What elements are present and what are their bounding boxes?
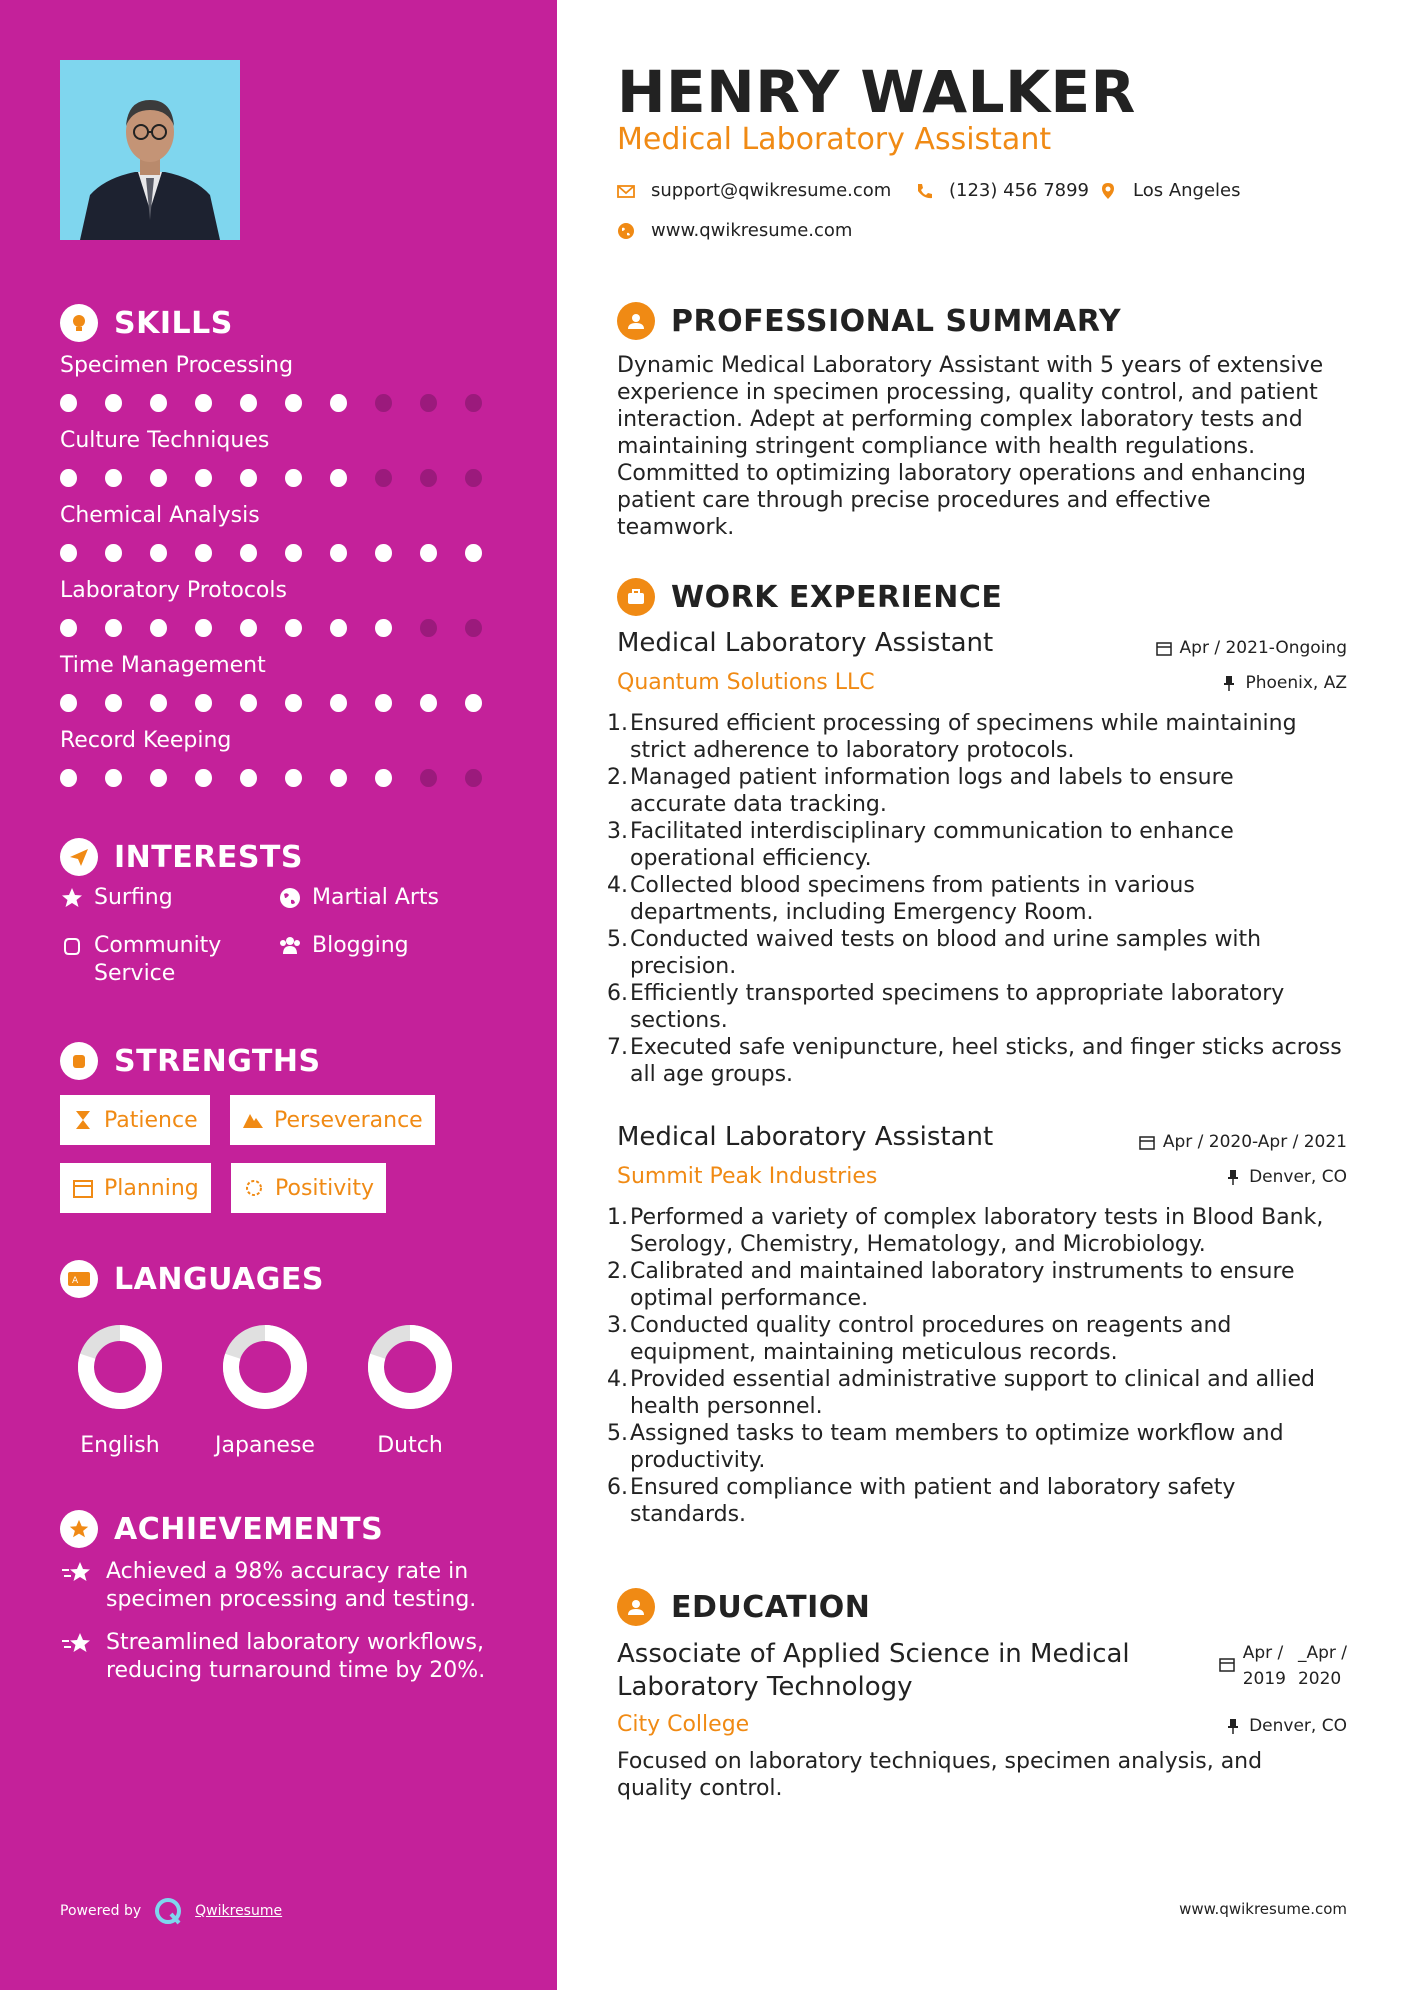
- skill-rating: [60, 694, 510, 712]
- experience-title: WORK EXPERIENCE: [671, 579, 1003, 615]
- svg-text:A: A: [72, 1276, 79, 1286]
- powered-by: [60, 1896, 282, 1926]
- skill-dot-filled: [195, 769, 212, 787]
- skill-dot-filled: [285, 694, 302, 712]
- education-title: EDUCATION: [671, 1589, 871, 1625]
- language-name: Japanese: [215, 1433, 315, 1458]
- skill-dot-filled: [195, 469, 212, 487]
- strength-badge: Perseverance: [230, 1095, 435, 1145]
- sidebar: [0, 0, 557, 1990]
- skill-dot-filled: [150, 619, 167, 637]
- skill-item: [60, 353, 510, 412]
- skill-dot-filled: [60, 694, 77, 712]
- skill-dot-filled: [240, 619, 257, 637]
- interest-item: [60, 884, 173, 912]
- interests-header: [60, 838, 303, 876]
- skill-item: [60, 728, 510, 787]
- skill-dot-empty: [465, 469, 482, 487]
- skill-dot-filled: [285, 769, 302, 787]
- calendar-icon: [72, 1177, 94, 1199]
- hourglass-icon: [72, 1109, 94, 1131]
- interest-label: Martial Arts: [312, 885, 440, 910]
- job-bullet-line: 6. Ensured compliance with patient and laboratory safety: [607, 1475, 1236, 1500]
- skill-dot-filled: [240, 694, 257, 712]
- skill-item: [60, 503, 510, 562]
- education-header: [617, 1588, 870, 1626]
- strengths-title: STRENGTHS: [114, 1043, 321, 1079]
- skill-dot-empty: [375, 394, 392, 412]
- job-bullet-line: 5. Assigned tasks to team members to optimize workflow and: [607, 1421, 1284, 1446]
- job-bullet-line: optimal performance.: [630, 1286, 869, 1311]
- skill-dot-filled: [150, 394, 167, 412]
- job-bullet-line: 6. Efficiently transported specimens to appropriate laboratory: [607, 981, 1285, 1006]
- skill-dot-filled: [60, 394, 77, 412]
- skill-dot-empty: [375, 469, 392, 487]
- skill-name: Time Management: [60, 653, 266, 678]
- skills-title: SKILLS: [114, 305, 233, 341]
- experience-header: [617, 578, 1002, 616]
- skill-dot-filled: [330, 469, 347, 487]
- skill-rating: [60, 619, 510, 637]
- skill-dot-filled: [330, 544, 347, 562]
- job-bullet-line: Serology, Chemistry, Hematology, and Microbiology.: [630, 1232, 1206, 1257]
- job-company: Summit Peak Industries: [617, 1164, 878, 1189]
- achievement-text: Streamlined laboratory workflows,: [106, 1630, 484, 1655]
- strengths-header: [60, 1042, 321, 1080]
- skill-item: [60, 653, 510, 712]
- languages-title: LANGUAGES: [114, 1261, 324, 1297]
- job-bullet-line: operational efficiency.: [630, 846, 872, 871]
- job-bullet-line: departments, including Emergency Room.: [630, 900, 1094, 925]
- user-icon: [617, 302, 655, 340]
- skill-dot-filled: [105, 769, 122, 787]
- education-degree: Associate of Applied Science in Medical Laboratory Technology: [617, 1639, 1130, 1702]
- job-bullet-line: equipment, maintaining meticulous records.: [630, 1340, 1118, 1365]
- skill-dot-filled: [150, 469, 167, 487]
- contact-email[interactable]: support@qwikresume.com: [617, 180, 891, 201]
- language-name: Dutch: [377, 1433, 443, 1458]
- skill-dot-filled: [420, 694, 437, 712]
- strength-badge: Planning: [60, 1163, 211, 1213]
- pin-icon: [1225, 1718, 1241, 1734]
- job-bullet-line: productivity.: [630, 1448, 766, 1473]
- language-item: [60, 1323, 180, 1458]
- briefcase-icon: [617, 578, 655, 616]
- summary-title: PROFESSIONAL SUMMARY: [671, 303, 1122, 339]
- job-bullet-line: 7. Executed safe venipuncture, heel sticks, and finger sticks across: [607, 1035, 1342, 1060]
- skill-dot-filled: [105, 394, 122, 412]
- skill-dot-filled: [195, 694, 212, 712]
- skill-dot-filled: [285, 394, 302, 412]
- achievements-header: [60, 1510, 383, 1548]
- skill-dot-filled: [105, 619, 122, 637]
- interests-title: INTERESTS: [114, 839, 303, 875]
- contact-phone[interactable]: (123) 456 7899: [915, 180, 1089, 201]
- skill-dot-filled: [105, 469, 122, 487]
- interest-label: Community Service: [94, 933, 222, 986]
- hand-icon: [60, 934, 84, 958]
- achievement-text: specimen processing and testing.: [106, 1587, 477, 1612]
- skill-dot-filled: [195, 394, 212, 412]
- education-dates: Apr / 2019 _Apr / 2020: [1219, 1640, 1347, 1692]
- skill-dot-filled: [240, 769, 257, 787]
- shooting-star-icon: [60, 1629, 94, 1659]
- skill-name: Specimen Processing: [60, 353, 294, 378]
- summary-header: [617, 302, 1121, 340]
- job-bullet-line: standards.: [630, 1502, 747, 1527]
- skill-dot-filled: [60, 619, 77, 637]
- job-role: Medical Laboratory Assistant: [617, 628, 994, 658]
- skill-dot-empty: [420, 619, 437, 637]
- pin-icon: [1225, 1169, 1241, 1185]
- achievement-text: Achieved a 98% accuracy rate in: [106, 1559, 469, 1584]
- skill-name: Record Keeping: [60, 728, 232, 753]
- award-star-icon: [60, 1510, 98, 1548]
- skill-dot-filled: [105, 544, 122, 562]
- skill-name: Chemical Analysis: [60, 503, 260, 528]
- sun-icon: [243, 1177, 265, 1199]
- achievement-text: reducing turnaround time by 20%.: [106, 1658, 486, 1683]
- strength-badge: Positivity: [231, 1163, 386, 1213]
- candidate-name: HENRY WALKER: [617, 58, 1136, 126]
- fist-icon: [60, 1042, 98, 1080]
- footer-url[interactable]: www.qwikresume.com: [1179, 1900, 1347, 1918]
- interest-item: [278, 884, 439, 912]
- achievement-item: [60, 1558, 510, 1614]
- skills-header: [60, 304, 233, 342]
- skill-dot-filled: [60, 469, 77, 487]
- skill-dot-filled: [240, 544, 257, 562]
- skill-dot-filled: [195, 619, 212, 637]
- job-location: Denver, CO: [1225, 1167, 1347, 1187]
- education-location: Denver, CO: [1225, 1716, 1347, 1736]
- interest-label: Blogging: [312, 933, 409, 958]
- calendar-icon: [1219, 1656, 1235, 1672]
- job-bullet-line: 5. Conducted waived tests on blood and urine samples with: [607, 927, 1262, 952]
- skill-dot-filled: [375, 694, 392, 712]
- skill-rating: [60, 544, 510, 562]
- skill-name: Culture Techniques: [60, 428, 270, 453]
- skill-rating: [60, 769, 510, 787]
- job-bullet-line: 3. Conducted quality control procedures on reagents and: [607, 1313, 1232, 1338]
- skill-dot-empty: [465, 769, 482, 787]
- graduation-icon: [617, 1588, 655, 1626]
- job-bullet-line: all age groups.: [630, 1062, 794, 1087]
- envelope-icon: [617, 182, 635, 200]
- map-pin-icon: [1099, 182, 1117, 200]
- strength-badge: Patience: [60, 1095, 210, 1145]
- qwikresume-logo-icon: [153, 1896, 183, 1926]
- skill-dot-filled: [240, 394, 257, 412]
- language-item: [205, 1323, 325, 1458]
- job-bullets: [607, 1204, 1357, 1528]
- skill-dot-filled: [375, 619, 392, 637]
- skill-dot-filled: [240, 469, 257, 487]
- contact-location: Los Angeles: [1099, 180, 1241, 201]
- job-dates: Apr / 2020-Apr / 2021: [1139, 1132, 1347, 1152]
- skill-dot-filled: [195, 544, 212, 562]
- achievements-title: ACHIEVEMENTS: [114, 1511, 384, 1547]
- job-bullet-line: 1. Ensured efficient processing of specimens while maintaining: [607, 711, 1297, 736]
- skill-dot-filled: [105, 694, 122, 712]
- job-bullet-line: 1. Performed a variety of complex laboratory tests in Blood Bank,: [607, 1205, 1324, 1230]
- skill-dot-filled: [330, 394, 347, 412]
- interest-item: [278, 932, 409, 960]
- skill-dot-empty: [420, 769, 437, 787]
- skill-dot-filled: [465, 694, 482, 712]
- globe-icon: [617, 222, 635, 240]
- star-icon: [60, 886, 84, 910]
- skill-dot-filled: [465, 544, 482, 562]
- skill-dot-filled: [330, 769, 347, 787]
- mountain-icon: [242, 1109, 264, 1131]
- skill-dot-filled: [150, 544, 167, 562]
- contact-website[interactable]: www.qwikresume.com: [617, 220, 852, 241]
- education-school: City College: [617, 1712, 750, 1737]
- skill-dot-filled: [60, 544, 77, 562]
- job-bullet-line: health personnel.: [630, 1394, 823, 1419]
- calendar-icon: [1139, 1134, 1155, 1150]
- skill-dot-filled: [150, 769, 167, 787]
- powered-by-label: Powered by: [60, 1903, 142, 1919]
- skill-dot-filled: [375, 544, 392, 562]
- job-bullet-line: 3. Facilitated interdisciplinary communication to enhance: [607, 819, 1234, 844]
- language-item: [350, 1323, 470, 1458]
- main-content: [607, 0, 1347, 1990]
- skill-dot-empty: [465, 619, 482, 637]
- job-bullet-line: 2. Calibrated and maintained laboratory instruments to ensure: [607, 1259, 1295, 1284]
- paper-plane-icon: [60, 838, 98, 876]
- job-bullet-line: accurate data tracking.: [630, 792, 887, 817]
- lightbulb-icon: [60, 304, 98, 342]
- skill-name: Laboratory Protocols: [60, 578, 287, 603]
- profile-photo: [60, 60, 240, 240]
- job-bullet-line: 4. Collected blood specimens from patients in various: [607, 873, 1195, 898]
- skill-dot-filled: [330, 619, 347, 637]
- language-proficiency-ring: [221, 1323, 309, 1411]
- skill-dot-filled: [285, 619, 302, 637]
- job-company: Quantum Solutions LLC: [617, 670, 875, 695]
- job-bullet-line: 2. Managed patient information logs and labels to ensure: [607, 765, 1234, 790]
- language-proficiency-ring: [76, 1323, 164, 1411]
- job-location: Phoenix, AZ: [1221, 673, 1347, 693]
- job-bullet-line: sections.: [630, 1008, 728, 1033]
- skill-item: [60, 428, 510, 487]
- skill-dot-empty: [420, 469, 437, 487]
- job-bullet-line: strict adherence to laboratory protocols.: [630, 738, 1075, 763]
- job-role: Medical Laboratory Assistant: [617, 1122, 994, 1152]
- calendar-icon: [1156, 640, 1172, 656]
- skill-dot-filled: [420, 544, 437, 562]
- qwikresume-link[interactable]: Qwikresume: [195, 1903, 283, 1919]
- skill-dot-filled: [150, 694, 167, 712]
- skill-rating: [60, 469, 510, 487]
- achievement-item: [60, 1629, 510, 1685]
- job-dates: Apr / 2021-Ongoing: [1156, 638, 1347, 658]
- job-bullets: [607, 710, 1357, 1088]
- phone-icon: [915, 182, 933, 200]
- users-icon: [278, 934, 302, 958]
- pin-icon: [1221, 675, 1237, 691]
- job-bullet-line: 4. Provided essential administrative support to clinical and allied: [607, 1367, 1315, 1392]
- shooting-star-icon: [60, 1558, 94, 1588]
- skill-rating: [60, 394, 510, 412]
- interest-label: Surfing: [94, 885, 173, 910]
- skill-dot-filled: [375, 769, 392, 787]
- language-icon: [60, 1260, 98, 1298]
- skill-dot-empty: [465, 394, 482, 412]
- language-name: English: [80, 1433, 160, 1458]
- skill-dot-filled: [330, 694, 347, 712]
- job-bullet-line: precision.: [630, 954, 737, 979]
- globe-icon: [278, 886, 302, 910]
- skill-dot-filled: [285, 544, 302, 562]
- summary-text: Dynamic Medical Laboratory Assistant with 5 years of extensive experience in specimen processing, quality control, and patient interaction. Adept at performing complex laboratory tests and maintaining stringent compliance with health regulations. Committed to optimizing laboratory operations and enhancing patient care through precise procedures and effective teamwork.: [617, 353, 1324, 540]
- languages-header: [60, 1260, 324, 1298]
- candidate-title: Medical Laboratory Assistant: [617, 122, 1052, 157]
- skill-dot-filled: [285, 469, 302, 487]
- education-description: Focused on laboratory techniques, specimen analysis, and quality control.: [617, 1749, 1263, 1801]
- skill-item: [60, 578, 510, 637]
- language-proficiency-ring: [366, 1323, 454, 1411]
- skill-dot-filled: [60, 769, 77, 787]
- skill-dot-empty: [420, 394, 437, 412]
- interest-item: [60, 932, 221, 988]
